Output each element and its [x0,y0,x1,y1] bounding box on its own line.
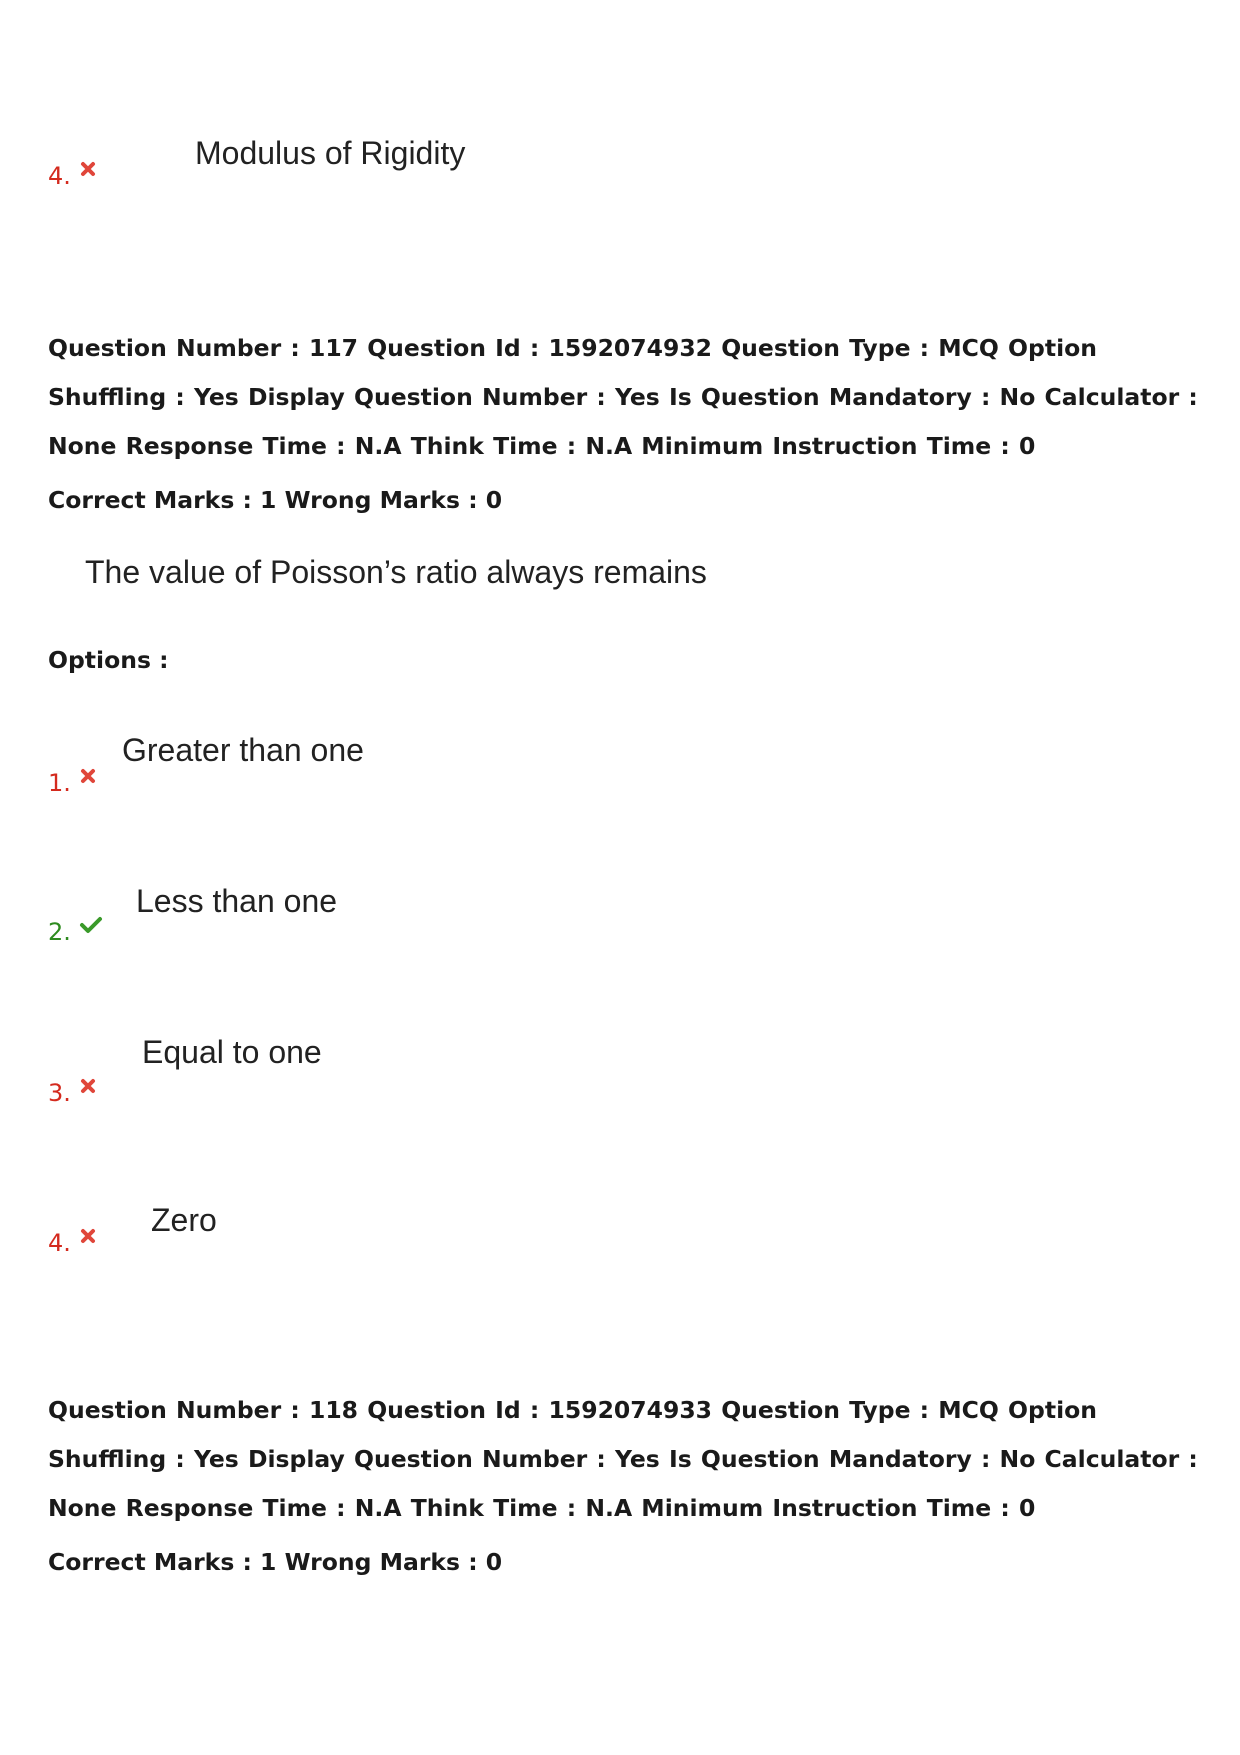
option-number: 2. [48,918,71,946]
option-4 [48,1227,97,1257]
prev-option-4 [48,160,97,190]
cross-icon [79,1227,97,1245]
question-117-marks: Correct Marks : 1 Wrong Marks : 0 [48,486,503,514]
cross-icon [79,767,97,785]
option-number: 1. [48,769,71,797]
option-1 [48,767,97,797]
option-number: 4. [48,162,71,190]
question-117-meta: Question Number : 117 Question Id : 1592074932 Question Type : MCQ Option Shuffling : Yes Display Question Number : Yes Is Question Mandatory : No Calculator : None Response Time : N.A Think Time : N.A Minimum Instruction Time : 0 [48,334,1198,460]
option-3-text: Equal to one [142,1034,322,1070]
option-2 [48,916,103,946]
cross-icon [79,160,97,178]
cross-icon [79,1077,97,1095]
check-icon [79,916,103,934]
option-3 [48,1077,97,1107]
option-number: 4. [48,1229,71,1257]
question-117-text: The value of Poisson’s ratio always remains [85,554,707,590]
question-118-meta: Question Number : 118 Question Id : 1592074933 Question Type : MCQ Option Shuffling : Yes Display Question Number : Yes Is Question Mandatory : No Calculator : None Response Time : N.A Think Time : N.A Minimum Instruction Time : 0 [48,1396,1198,1522]
options-label: Options : [48,646,169,674]
prev-option-4-text: Modulus of Rigidity [195,135,466,171]
option-1-text: Greater than one [122,732,364,768]
option-number: 3. [48,1079,71,1107]
option-2-text: Less than one [136,883,338,919]
question-118-marks: Correct Marks : 1 Wrong Marks : 0 [48,1548,503,1576]
option-4-text: Zero [151,1202,217,1238]
